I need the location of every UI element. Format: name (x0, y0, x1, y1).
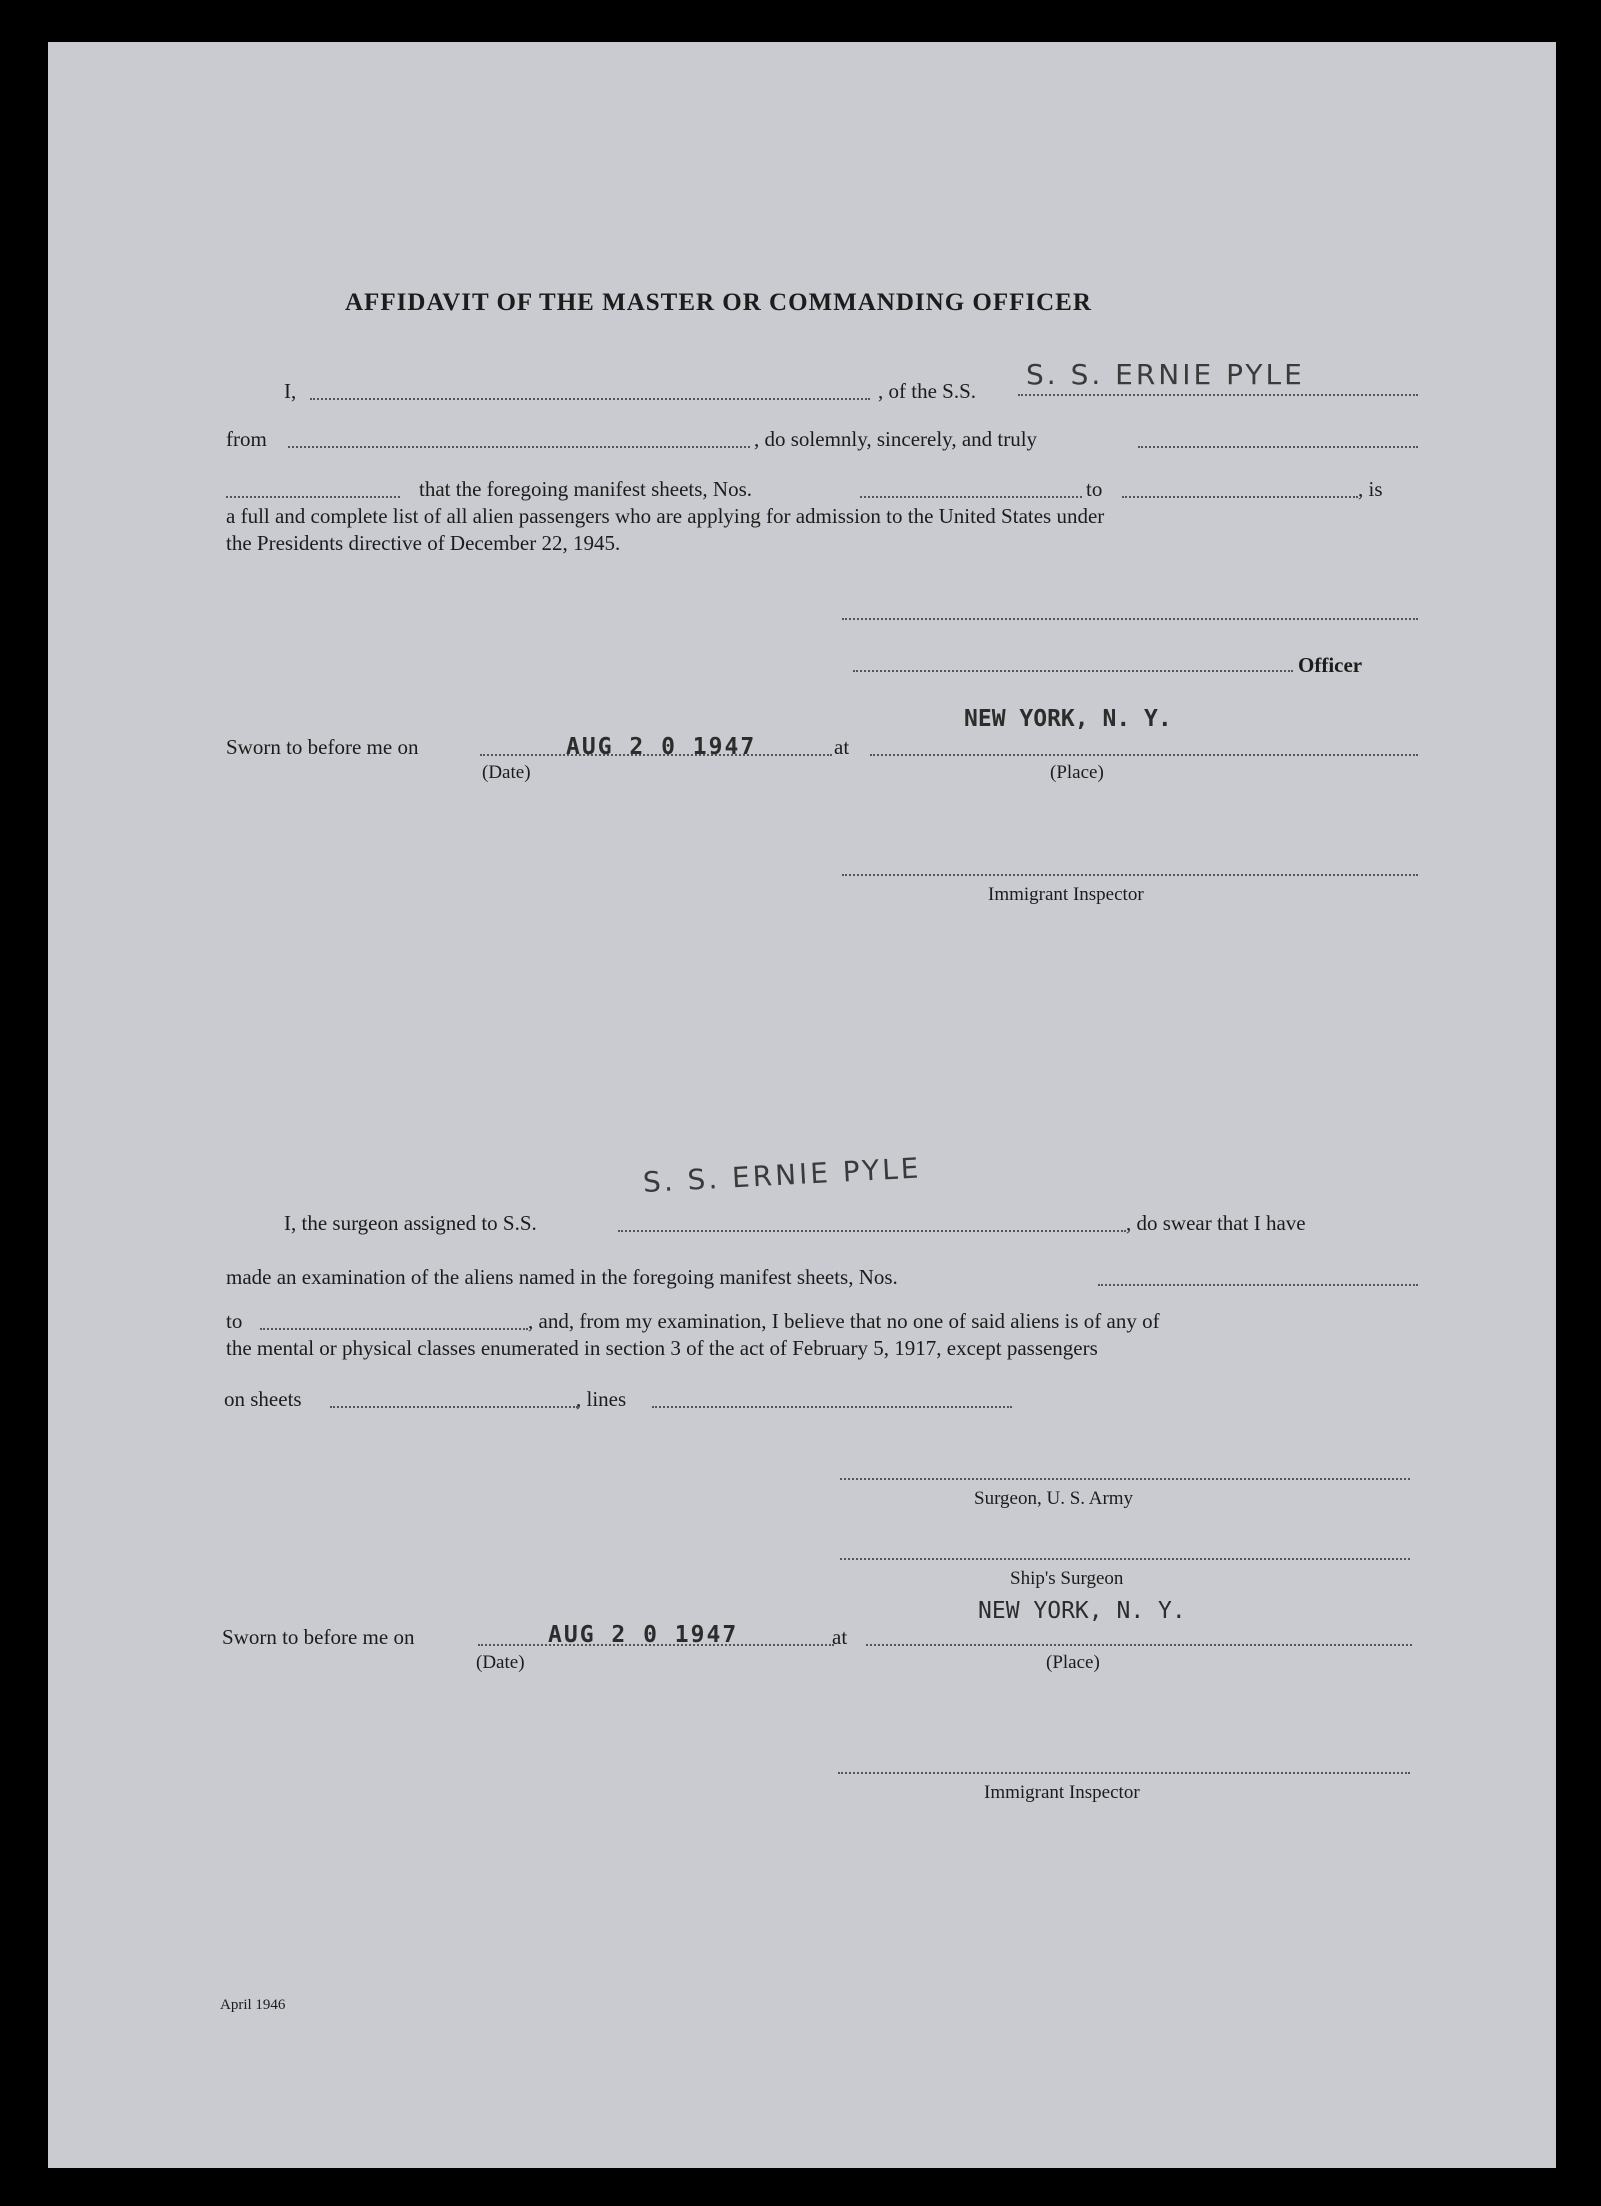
master-from-label: from (226, 427, 267, 451)
officer-label: Officer (1298, 653, 1363, 677)
master-ship-stamp: S. S. ERNIE PYLE (1026, 358, 1305, 391)
surgeon-nos-to-line[interactable] (260, 1328, 528, 1330)
surgeon-believe-text: , and, from my examination, I believe that no one of said aliens is of any of (528, 1309, 1160, 1333)
surgeon-place-label: (Place) (1046, 1652, 1100, 1673)
surgeon-to-label: to (226, 1309, 243, 1333)
surgeon-ship-stamp: S. S. ERNIE PYLE (642, 1151, 923, 1199)
master-sworn-text: Sworn to before me on (226, 735, 419, 759)
surgeon-inspector-label: Immigrant Inspector (984, 1782, 1140, 1803)
master-directive-text: the Presidents directive of December 22, 1945. (226, 531, 621, 555)
army-surgeon-signature-line[interactable] (840, 1478, 1410, 1480)
master-foregoing-text: that the foregoing manifest sheets, Nos. (419, 477, 753, 501)
master-from-line[interactable] (288, 446, 750, 448)
surgeon-assigned-text: I, the surgeon assigned to S.S. (284, 1211, 537, 1235)
army-surgeon-label: Surgeon, U. S. Army (974, 1488, 1134, 1509)
master-i-label: I, (284, 379, 297, 403)
surgeon-lines-label: , lines (576, 1387, 627, 1411)
master-nos-from-line[interactable] (860, 496, 1082, 498)
master-oath-line[interactable] (1138, 446, 1418, 448)
master-nos-to-line[interactable] (1122, 496, 1358, 498)
master-signature-line[interactable] (842, 618, 1418, 620)
ships-surgeon-signature-line[interactable] (840, 1558, 1410, 1560)
master-solemnly-text: , do solemnly, sincerely, and truly (754, 427, 1038, 451)
surgeon-sheets-line[interactable] (330, 1406, 578, 1408)
master-date-label: (Date) (482, 762, 531, 783)
master-place-stamp: NEW YORK, N. Y. (964, 706, 1172, 732)
master-oath-line-2[interactable] (226, 496, 400, 498)
master-ship-line[interactable] (1018, 394, 1418, 396)
surgeon-inspector-line[interactable] (838, 1772, 1410, 1774)
master-at-label: at (834, 735, 850, 759)
master-of-ss-label: , of the S.S. (878, 379, 977, 403)
master-place-line[interactable] (870, 754, 1418, 756)
surgeon-date-label: (Date) (476, 1652, 525, 1673)
surgeon-ship-line[interactable] (618, 1230, 1126, 1232)
surgeon-date-stamp: AUG 2 0 1947 (548, 1622, 739, 1648)
officer-signature-line[interactable] (853, 670, 1293, 672)
surgeon-exam-text: made an examination of the aliens named in the foregoing manifest sheets, Nos. (226, 1265, 898, 1289)
master-full-list-text: a full and complete list of all alien passengers who are applying for admission to the United States under (226, 504, 1105, 528)
master-place-label: (Place) (1050, 762, 1104, 783)
ships-surgeon-label: Ship's Surgeon (1010, 1568, 1124, 1589)
master-to-label: to (1086, 477, 1103, 501)
surgeon-place-line[interactable] (866, 1644, 1412, 1646)
surgeon-sworn-text: Sworn to before me on (222, 1625, 415, 1649)
form-date-footer: April 1946 (220, 1997, 286, 2013)
surgeon-at-label: at (832, 1625, 848, 1649)
affidavit-page (48, 42, 1556, 2168)
surgeon-mental-text: the mental or physical classes enumerated in section 3 of the act of February 5, 1917, except passengers (226, 1336, 1098, 1360)
master-date-stamp: AUG 2 0 1947 (566, 734, 757, 760)
surgeon-on-sheets-label: on sheets (224, 1387, 302, 1411)
surgeon-swear-text: , do swear that I have (1126, 1211, 1306, 1235)
master-name-line[interactable] (310, 398, 870, 400)
surgeon-lines-line[interactable] (652, 1406, 1012, 1408)
surgeon-nos-from-line[interactable] (1098, 1284, 1418, 1286)
surgeon-place-stamp: NEW YORK, N. Y. (978, 1598, 1186, 1624)
master-inspector-line[interactable] (842, 874, 1418, 876)
affidavit-title: AFFIDAVIT OF THE MASTER OR COMMANDING OFFICER (345, 289, 1092, 316)
master-inspector-label: Immigrant Inspector (988, 884, 1144, 905)
master-is-label: , is (1358, 477, 1383, 501)
